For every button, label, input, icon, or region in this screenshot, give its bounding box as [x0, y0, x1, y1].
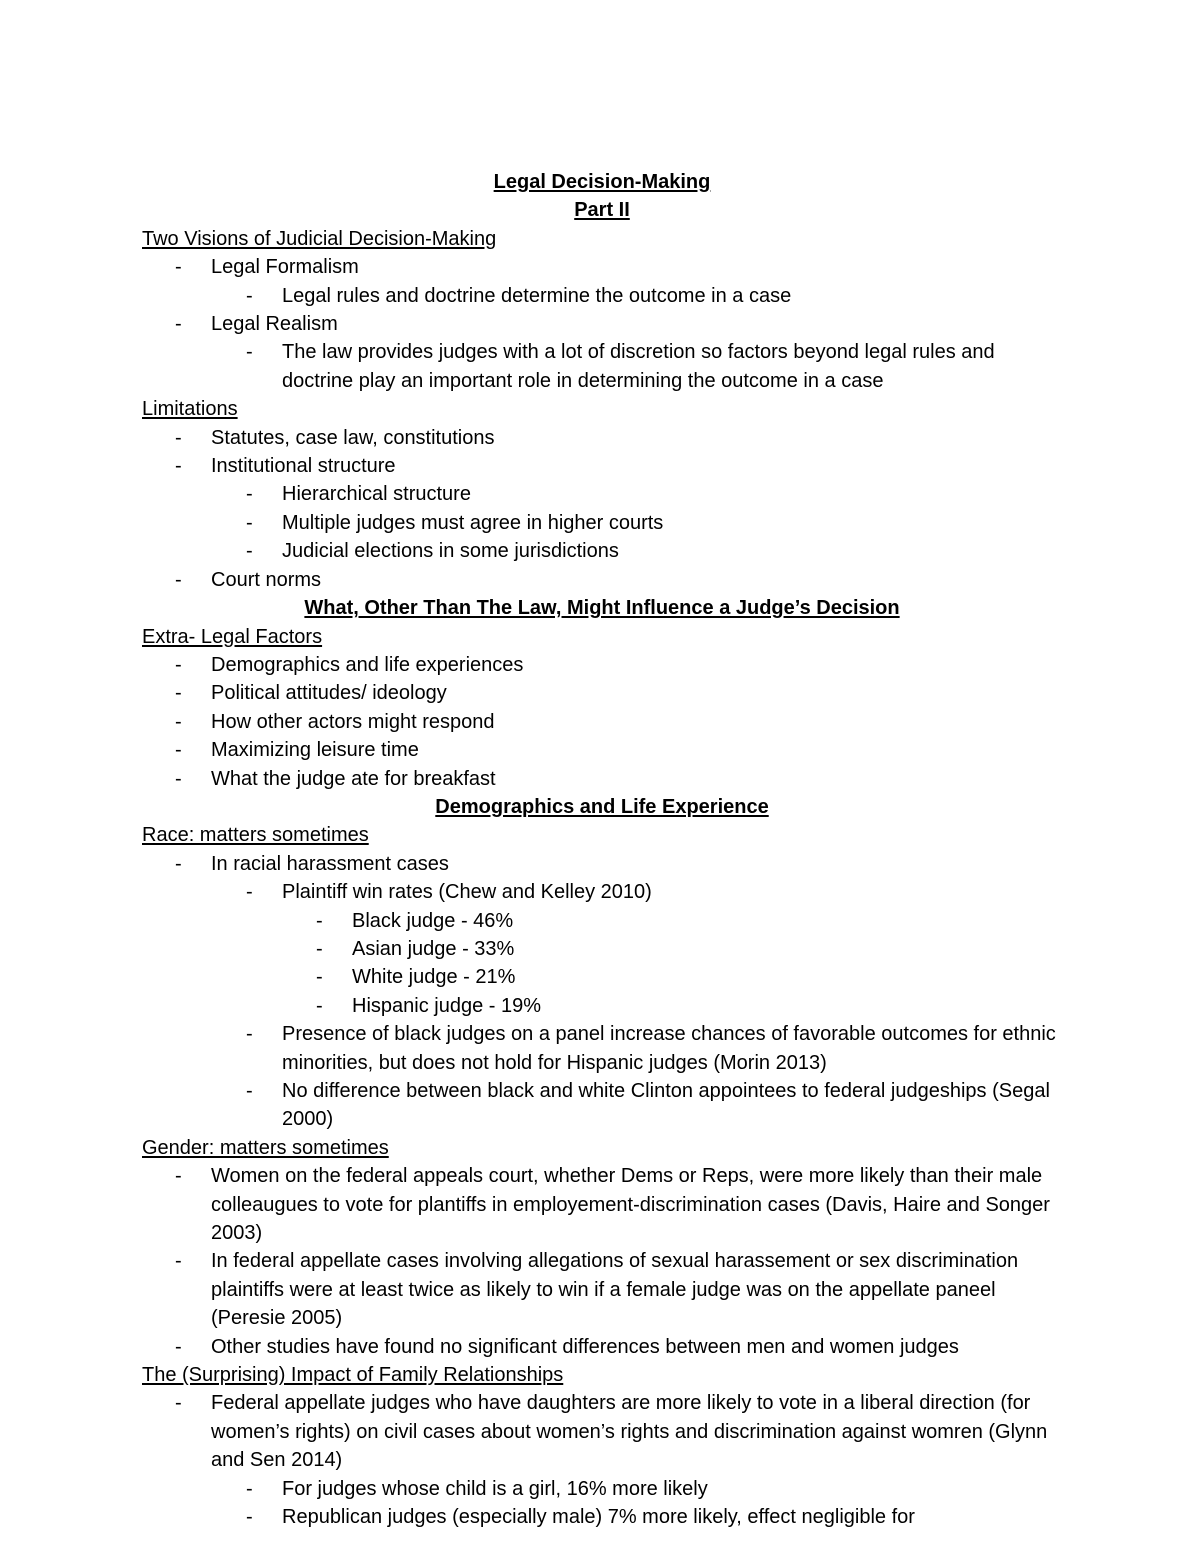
dash-bullet: - — [246, 1023, 253, 1046]
dash-bullet: - — [175, 739, 182, 762]
dash-bullet: - — [316, 966, 323, 989]
list-item-text: Women on the federal appeals court, whether Dems or Reps, were more likely than their male colleaugues to vote for plantiffs in employement-discrimination cases (Davis, Haire and Songer 2003) — [211, 1165, 1050, 1245]
list-item-text: Demographics and life experiences — [211, 653, 524, 676]
list-item-text: Judicial elections in some jurisdictions — [282, 540, 619, 563]
list-item — [142, 963, 1062, 991]
bullet-list — [142, 424, 1062, 594]
list-item — [142, 765, 1062, 793]
document-subtitle-text: Part II — [574, 199, 630, 222]
list-item — [142, 907, 1062, 935]
list-item-text: How other actors might respond — [211, 710, 495, 733]
dash-bullet: - — [246, 341, 253, 364]
list-item — [142, 1389, 1062, 1474]
section-gender — [142, 1134, 1062, 1361]
document-subtitle — [142, 196, 1062, 224]
list-item-text: For judges whose child is a girl, 16% more likely — [282, 1477, 708, 1500]
section-heading: Limitations — [142, 398, 238, 421]
bullet-list — [142, 651, 1062, 793]
list-item-text: Hierarchical structure — [282, 483, 471, 506]
list-item — [142, 1247, 1062, 1332]
heading-extra-legal-text: What, Other Than The Law, Might Influence a Judge’s Decision — [304, 597, 900, 620]
list-item — [142, 452, 1062, 480]
list-item-text: No difference between black and white Clinton appointees to federal judgeships (Segal 2000) — [282, 1080, 1050, 1131]
list-item-text: Institutional structure — [211, 455, 396, 478]
list-item-text: What the judge ate for breakfast — [211, 767, 496, 790]
list-item-text: Federal appellate judges who have daughters are more likely to vote in a liberal direction (for women’s rights) on civil cases about women’s rights and discrimination against womren (Glynn and Sen 2014) — [211, 1392, 1048, 1472]
list-item — [142, 424, 1062, 452]
document-page — [142, 168, 1062, 1532]
dash-bullet: - — [316, 909, 323, 932]
section-limitations — [142, 395, 1062, 594]
section-extra-legal-factors — [142, 623, 1062, 793]
list-item-text: White judge - 21% — [352, 966, 516, 989]
dash-bullet: - — [175, 682, 182, 705]
list-item — [142, 480, 1062, 508]
dash-bullet: - — [246, 1080, 253, 1102]
list-item-text: Political attitudes/ ideology — [211, 682, 447, 705]
heading-demographics-text: Demographics and Life Experience — [435, 795, 769, 818]
list-item-text: In racial harassment cases — [211, 852, 449, 875]
list-item — [142, 1503, 1062, 1531]
document-title — [142, 168, 1062, 196]
section-family-relationships — [142, 1361, 1062, 1531]
dash-bullet: - — [175, 1250, 182, 1273]
bullet-list — [142, 253, 1062, 395]
dash-bullet: - — [175, 852, 182, 875]
dash-bullet: - — [246, 284, 253, 307]
list-item — [142, 310, 1062, 338]
document-title-text: Legal Decision-Making — [493, 171, 711, 193]
list-item — [142, 1077, 1062, 1134]
list-item — [142, 282, 1062, 310]
list-item — [142, 566, 1062, 594]
dash-bullet: - — [246, 1506, 253, 1529]
section-heading: Two Visions of Judicial Decision-Making — [142, 227, 497, 250]
dash-bullet: - — [175, 1392, 182, 1415]
dash-bullet: - — [246, 881, 253, 904]
section-two-visions — [142, 225, 1062, 395]
list-item — [142, 850, 1062, 878]
list-item-text: Hispanic judge - 19% — [352, 994, 541, 1017]
section-heading: The (Surprising) Impact of Family Relationships — [142, 1364, 564, 1387]
list-item — [142, 651, 1062, 679]
dash-bullet: - — [246, 1477, 253, 1500]
heading-extra-legal — [142, 594, 1062, 622]
list-item-text: Maximizing leisure time — [211, 739, 419, 762]
section-race — [142, 821, 1062, 1133]
dash-bullet: - — [175, 1335, 182, 1358]
list-item — [142, 537, 1062, 565]
bullet-list — [142, 850, 1062, 1134]
list-item-text: Court norms — [211, 568, 322, 591]
list-item — [142, 338, 1062, 395]
list-item — [142, 736, 1062, 764]
list-item — [142, 1475, 1062, 1503]
list-item-text: Multiple judges must agree in higher courts — [282, 511, 664, 534]
dash-bullet: - — [175, 426, 182, 449]
list-item — [142, 992, 1062, 1020]
bullet-list — [142, 1162, 1062, 1361]
section-heading: Extra- Legal Factors — [142, 625, 323, 648]
dash-bullet: - — [246, 483, 253, 506]
section-heading: Race: matters sometimes — [142, 824, 369, 847]
list-item — [142, 878, 1062, 906]
dash-bullet: - — [175, 313, 182, 336]
list-item — [142, 253, 1062, 281]
list-item-text: Presence of black judges on a panel increase chances of favorable outcomes for ethnic minorities, but does not hold for Hispanic judges (Morin 2013) — [282, 1023, 1056, 1074]
list-item-text: The law provides judges with a lot of discretion so factors beyond legal rules and doctrine play an important role in determining the outcome in a case — [282, 341, 995, 392]
list-item-text: Republican judges (especially male) 7% more likely, effect negligible for — [282, 1506, 915, 1529]
dash-bullet: - — [316, 937, 323, 960]
list-item — [142, 935, 1062, 963]
list-item-text: Statutes, case law, constitutions — [211, 426, 495, 449]
dash-bullet: - — [175, 1165, 182, 1188]
dash-bullet: - — [175, 710, 182, 733]
list-item-text: Other studies have found no significant differences between men and women judges — [211, 1335, 959, 1358]
heading-demographics — [142, 793, 1062, 821]
bullet-list — [142, 1389, 1062, 1531]
list-item — [142, 1162, 1062, 1247]
list-item-text: Plaintiff win rates (Chew and Kelley 2010) — [282, 881, 652, 904]
list-item-text: Legal Formalism — [211, 256, 359, 279]
dash-bullet: - — [246, 540, 253, 563]
dash-bullet: - — [246, 511, 253, 534]
section-heading: Gender: matters sometimes — [142, 1136, 389, 1159]
list-item-text: Asian judge - 33% — [352, 937, 515, 960]
dash-bullet: - — [175, 653, 182, 676]
dash-bullet: - — [175, 455, 182, 478]
list-item — [142, 708, 1062, 736]
list-item — [142, 509, 1062, 537]
list-item — [142, 679, 1062, 707]
list-item-text: In federal appellate cases involving allegations of sexual harassement or sex discrimination plaintiffs were at least twice as likely to win if a female judge was on the appellate paneel (Peresie 2005) — [211, 1250, 1019, 1330]
dash-bullet: - — [316, 994, 323, 1017]
dash-bullet: - — [175, 767, 182, 790]
list-item — [142, 1333, 1062, 1361]
dash-bullet: - — [175, 256, 182, 279]
list-item-text: Black judge - 46% — [352, 909, 514, 932]
dash-bullet: - — [175, 568, 182, 591]
list-item — [142, 1020, 1062, 1077]
list-item-text: Legal rules and doctrine determine the outcome in a case — [282, 284, 792, 307]
list-item-text: Legal Realism — [211, 313, 338, 336]
